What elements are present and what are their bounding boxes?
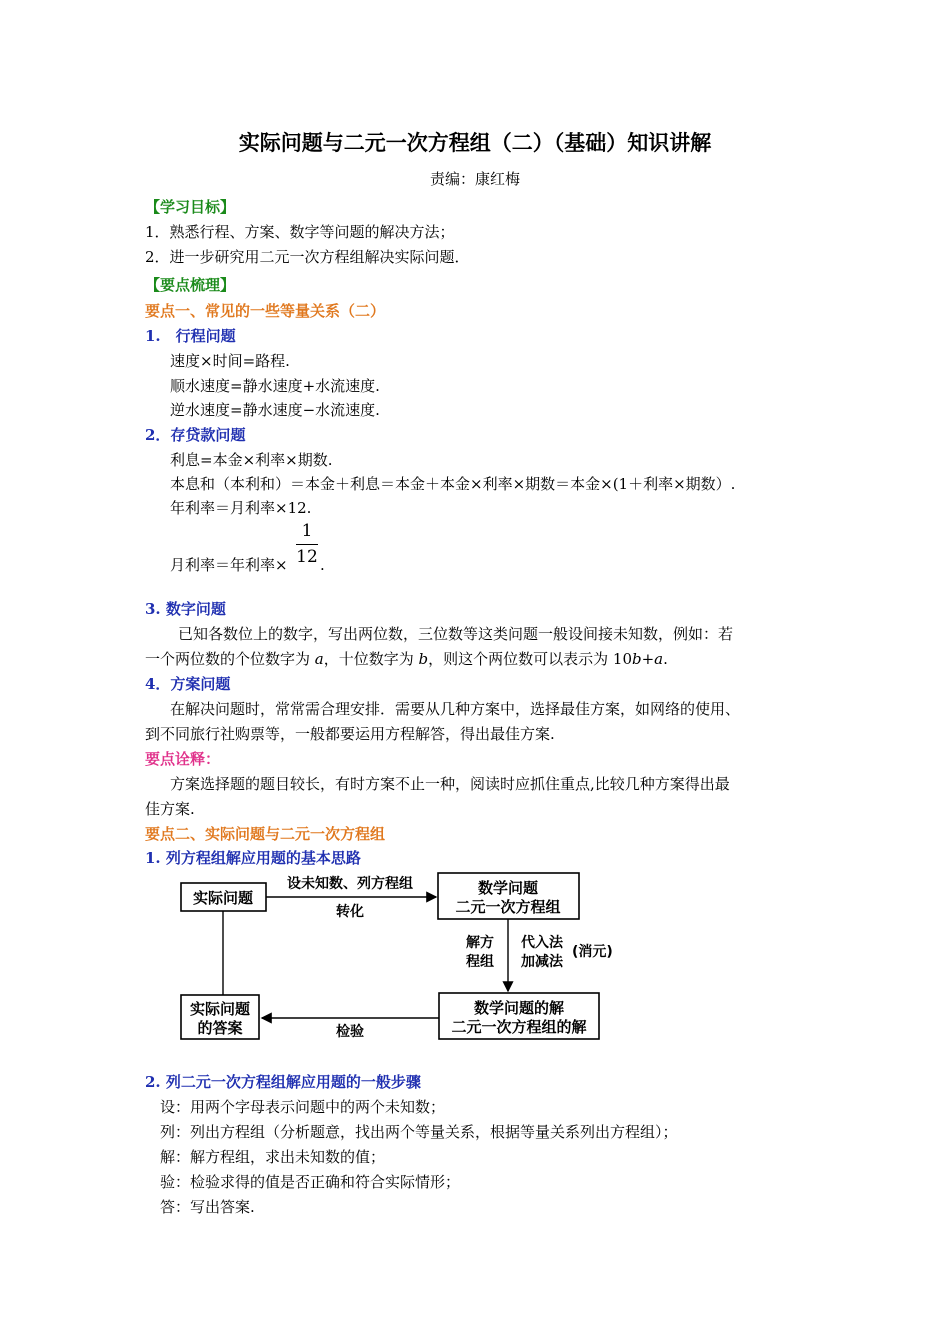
fraction-denominator: 12 [296,547,318,567]
travel-line: 逆水速度=静水速度−水流速度. [170,401,380,419]
thinking-heading: 1. 列方程组解应用题的基本思路 [145,849,361,867]
digits-line: 已知各数位上的数字，写出两位数，三位数等这类问题一般设间接未知数，例如：若 [178,625,734,643]
flow-diagram [170,868,630,1048]
box-math-line2: 二元一次方程组 [455,898,561,916]
key-points-heading: 【要点梳理】 [145,276,236,294]
step-item: 解：解方程组，求出未知数的值； [160,1148,386,1166]
monthly-rate-prefix: 月利率＝年利率× [170,556,288,574]
objective-item: 2．进一步研究用二元一次方程组解决实际问题． [145,248,470,266]
arrow-transform-label: 设未知数、列方程组 [287,876,413,892]
note-heading: 要点诠释： [145,750,221,768]
method-label-line2: 加减法 [521,954,563,970]
plan-line: 到不同旅行社购票等，一般都要运用方程解答，得出最佳方案. [145,725,555,743]
point2-heading: 要点二、实际问题与二元一次方程组 [145,825,386,843]
step-item: 设：用两个字母表示问题中的两个未知数； [160,1098,446,1116]
objectives-heading: 【学习目标】 [145,198,236,216]
method-tag: (消元) [572,944,613,960]
deposit-heading: 2．存贷款问题 [145,426,246,444]
box-answer-line2: 的答案 [197,1019,243,1037]
method-label-line1: 代入法 [521,935,563,951]
travel-heading: 1. 行程问题 [145,327,236,345]
box-solution-line1: 数学问题的解 [473,999,565,1017]
travel-line: 顺水速度=静水速度+水流速度. [170,377,380,395]
step-item: 列：列出方程组（分析题意，找出两个等量关系，根据等量关系列出方程组）； [160,1123,678,1141]
steps-heading: 2. 列二元一次方程组解应用题的一般步骤 [145,1073,421,1091]
step-item: 验：检验求得的值是否正确和符合实际情形； [160,1173,461,1191]
objective-item: 1．熟悉行程、方案、数字等问题的解决方法； [145,223,455,241]
arrow-check-label: 检验 [336,1024,364,1040]
fraction-bar [296,544,318,545]
note-line: 方案选择题的题目较长，有时方案不止一种，阅读时应抓住重点,比较几种方案得出最 [170,775,730,793]
plan-heading: 4．方案问题 [145,675,231,693]
step-item: 答：写出答案. [160,1198,255,1216]
monthly-rate-suffix: . [320,556,325,574]
point1-heading: 要点一、常见的一些等量关系（二） [145,302,386,320]
deposit-line: 年利率＝月利率×12. [170,499,312,517]
solve-label-line2: 程组 [466,954,494,970]
page-title: 实际问题与二元一次方程组（二）（基础）知识讲解 [238,130,712,155]
travel-line: 速度×时间=路程. [170,352,290,370]
digits-line: 一个两位数的个位数字为 a，十位数字为 b，则这个两位数可以表示为 10b+a. [145,650,668,668]
deposit-line: 利息=本金×利率×期数. [170,451,333,469]
box-solution-line2: 二元一次方程组的解 [451,1018,587,1036]
box-answer-line1: 实际问题 [189,1000,251,1018]
box-real-problem-label: 实际问题 [192,889,254,907]
author-line: 责编：康红梅 [429,170,520,188]
fraction-numerator: 1 [301,521,313,541]
digits-heading: 3. 数字问题 [145,600,226,618]
solve-label-line1: 解方 [466,935,494,951]
box-math-line1: 数学问题 [477,879,539,897]
plan-line: 在解决问题时，常常需合理安排．需要从几种方案中，选择最佳方案，如网络的使用、 [170,700,741,718]
arrow-transform-sublabel: 转化 [336,904,364,920]
note-line: 佳方案. [145,800,195,818]
deposit-line: 本息和（本利和）＝本金＋利息＝本金＋本金×利率×期数＝本金×(1＋利率×期数）. [170,475,736,493]
